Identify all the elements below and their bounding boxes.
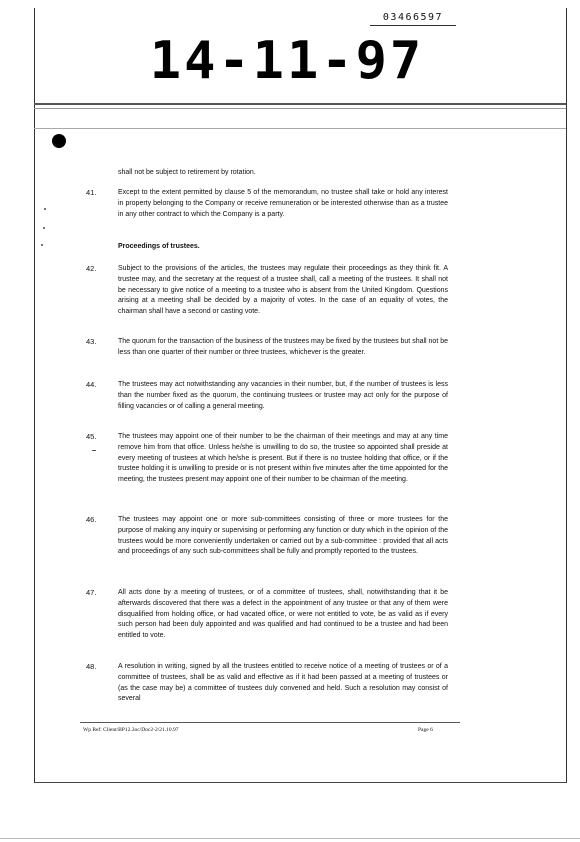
scan-speck bbox=[41, 244, 43, 246]
clause-text: Except to the extent permitted by clause 5 of the memorandum, no trustee shall take or hold any interest in property belonging to the Company or receive remuneration or be interested otherwise than as a trustee in any other contract to which the Company is a party. bbox=[118, 189, 448, 218]
clause-number: 45. bbox=[86, 432, 97, 441]
header-rule bbox=[34, 103, 566, 105]
scan-speck bbox=[43, 227, 45, 229]
footer-reference: Wp Ref: Client/BP12.3oc/Doc2-2/21.10.97 bbox=[83, 727, 179, 733]
clause-number: 41. bbox=[86, 188, 97, 197]
punch-hole-dot bbox=[52, 134, 66, 148]
clause-text: The trustees may act notwithstanding any vacancies in their number, but, if the number of trustees is less than the number fixed as the quorum, the continuing trustees or trustee may act only for the purpose of filling vacancies or of calling a general meeting. bbox=[118, 381, 448, 410]
clause-text: The trustees may appoint one of their number to be the chairman of their meetings and may at any time remove him from that office. Unless he/she is unwilling to do so, the trustee so appointed shall preside at every meeting of trustees at which he/she is present. But if there is no trustee holding that office, or if the trustee holding it is unwilling to preside or is not present within five minutes after the time appointed for the meeting, the trustees present may appoint one of their number to be chairman of the meeting. bbox=[118, 433, 448, 484]
header-rule-lower bbox=[34, 128, 566, 129]
intro-text: shall not be subject to retirement by rotation. bbox=[118, 169, 256, 176]
document-number: 03466597 bbox=[370, 12, 456, 26]
clause-number: 44. bbox=[86, 380, 97, 389]
header-rule-thin bbox=[34, 108, 566, 109]
clause-number: 43. bbox=[86, 337, 97, 346]
clause-text: All acts done by a meeting of trustees, or of a committee of trustees, shall, notwithstanding that it be afterwards discovered that there was a defect in the appointment of any trustee or that any of them were disqualified from holding office, or had vacated office, or were not entitled to vote, be as valid as if every such person had been duly appointed and was qualified and had continued to be a trustee and had been entitled to vote. bbox=[118, 589, 448, 640]
clause-text: The quorum for the transaction of the business of the trustees may be fixed by the trustees but shall not be less than one quarter of their number or three trustees, whichever is the greater. bbox=[118, 338, 448, 356]
date-stamp: 14-11-97 bbox=[149, 31, 425, 91]
clause-number: 42. bbox=[86, 264, 97, 273]
footer-rule bbox=[80, 722, 460, 723]
scan-speck bbox=[44, 208, 46, 210]
clause-text: Subject to the provisions of the articles, the trustees may regulate their proceedings as they think fit. A trustee may, and the secretary at the request of a trustee shall, call a meeting of the trustees. It shall not be necessary to give notice of a meeting to a trustee who is absent from the United Kingdom. Questions arising at a meeting shall be decided by a majority of votes. In the case of an equality of votes, the chairman shall have a second or casting vote. bbox=[118, 265, 448, 316]
clause-text: The trustees may appoint one or more sub-committees consisting of three or more trustees for the purpose of making any inquiry or supervising or performing any function or duty which in the opinion of the trustees would be more conveniently undertaken or carried out by a sub-committee : provided that all acts and proceedings of any such sub-committees shall be fully and promptly reported to the trustees. bbox=[118, 516, 448, 556]
clause-number: 46. bbox=[86, 515, 97, 524]
clause-number: 47. bbox=[86, 588, 97, 597]
page-number: Page 6 bbox=[418, 727, 433, 733]
scan-speck bbox=[92, 450, 96, 451]
clause-number: 48. bbox=[86, 662, 97, 671]
scan-edge-line bbox=[0, 838, 580, 839]
clause-text: A resolution in writing, signed by all the trustees entitled to receive notice of a meeting of trustees or of a committee of trustees, shall be as valid and effective as if it had been passed at a meeting of trustees or (as the case may be) a committee of trustees duly convened and held. Such a resolution may consist of several bbox=[118, 663, 448, 703]
section-heading: Proceedings of trustees. bbox=[118, 243, 200, 250]
